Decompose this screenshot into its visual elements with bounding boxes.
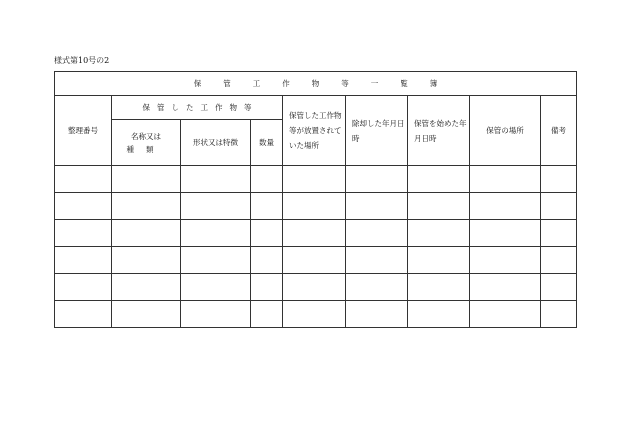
table-cell: [470, 274, 541, 301]
table-cell: [283, 220, 346, 247]
table-cell: [408, 301, 470, 328]
table-cell: [181, 193, 251, 220]
table-cell: [346, 166, 408, 193]
table-cell: [470, 301, 541, 328]
header-shape-or-features: 形状又は特徴: [181, 120, 251, 166]
table-cell: [541, 193, 577, 220]
table-row: [55, 193, 577, 220]
table-cell: [283, 301, 346, 328]
header-name-or-type-line2: 種類: [126, 144, 166, 154]
table-cell: [112, 220, 181, 247]
table-cell: [470, 220, 541, 247]
table-cell: [283, 193, 346, 220]
table-cell: [283, 274, 346, 301]
header-remarks: 備考: [541, 96, 577, 166]
table-cell: [251, 166, 283, 193]
table-cell: [541, 220, 577, 247]
table-cell: [408, 220, 470, 247]
table-cell: [181, 247, 251, 274]
table-cell: [112, 301, 181, 328]
table-row: [55, 220, 577, 247]
table-cell: [55, 220, 112, 247]
table-cell: [470, 193, 541, 220]
header-serial-number: 整理番号: [55, 96, 112, 166]
table-cell: [112, 166, 181, 193]
table-cell: [55, 193, 112, 220]
table-cell: [112, 247, 181, 274]
table-cell: [112, 193, 181, 220]
header-abandoned-place: 保管した工作物等が放置されていた場所: [283, 96, 346, 166]
table-cell: [541, 247, 577, 274]
table-row: [55, 301, 577, 328]
table-cell: [251, 274, 283, 301]
table-cell: [251, 247, 283, 274]
table-cell: [470, 247, 541, 274]
table-cell: [408, 166, 470, 193]
table-cell: [346, 274, 408, 301]
table-cell: [346, 247, 408, 274]
table-cell: [181, 220, 251, 247]
header-storage-start-date: 保管を始めた年月日時: [408, 96, 470, 166]
header-removal-date: 除却した年月日時: [346, 96, 408, 166]
table-cell: [541, 166, 577, 193]
form-number: 様式第10号の2: [54, 56, 110, 65]
table-cell: [55, 247, 112, 274]
table-cell: [55, 274, 112, 301]
register-title: 保管工作物等一覧簿: [55, 72, 577, 96]
table-cell: [251, 220, 283, 247]
table-cell: [408, 247, 470, 274]
header-name-or-type: [112, 120, 181, 166]
header-quantity: 数量: [251, 120, 283, 166]
table-cell: [181, 166, 251, 193]
table-cell: [346, 193, 408, 220]
table-cell: [541, 301, 577, 328]
table-cell: [251, 301, 283, 328]
table-cell: [283, 247, 346, 274]
structures-register-table: [54, 71, 577, 328]
table-row: [55, 166, 577, 193]
table-cell: [408, 193, 470, 220]
table-cell: [408, 274, 470, 301]
table-cell: [181, 274, 251, 301]
table-row: [55, 274, 577, 301]
header-storage-place: 保管の場所: [470, 96, 541, 166]
table-cell: [283, 166, 346, 193]
table-cell: [55, 166, 112, 193]
table-cell: [55, 301, 112, 328]
table-cell: [181, 301, 251, 328]
table-cell: [251, 193, 283, 220]
table-cell: [112, 274, 181, 301]
table-cell: [346, 220, 408, 247]
header-stored-structures: 保管した工作物等: [112, 96, 283, 120]
table-cell: [470, 166, 541, 193]
table-row: [55, 247, 577, 274]
table-cell: [346, 301, 408, 328]
header-name-or-type-line1: 名称又は: [131, 131, 161, 141]
table-cell: [541, 274, 577, 301]
